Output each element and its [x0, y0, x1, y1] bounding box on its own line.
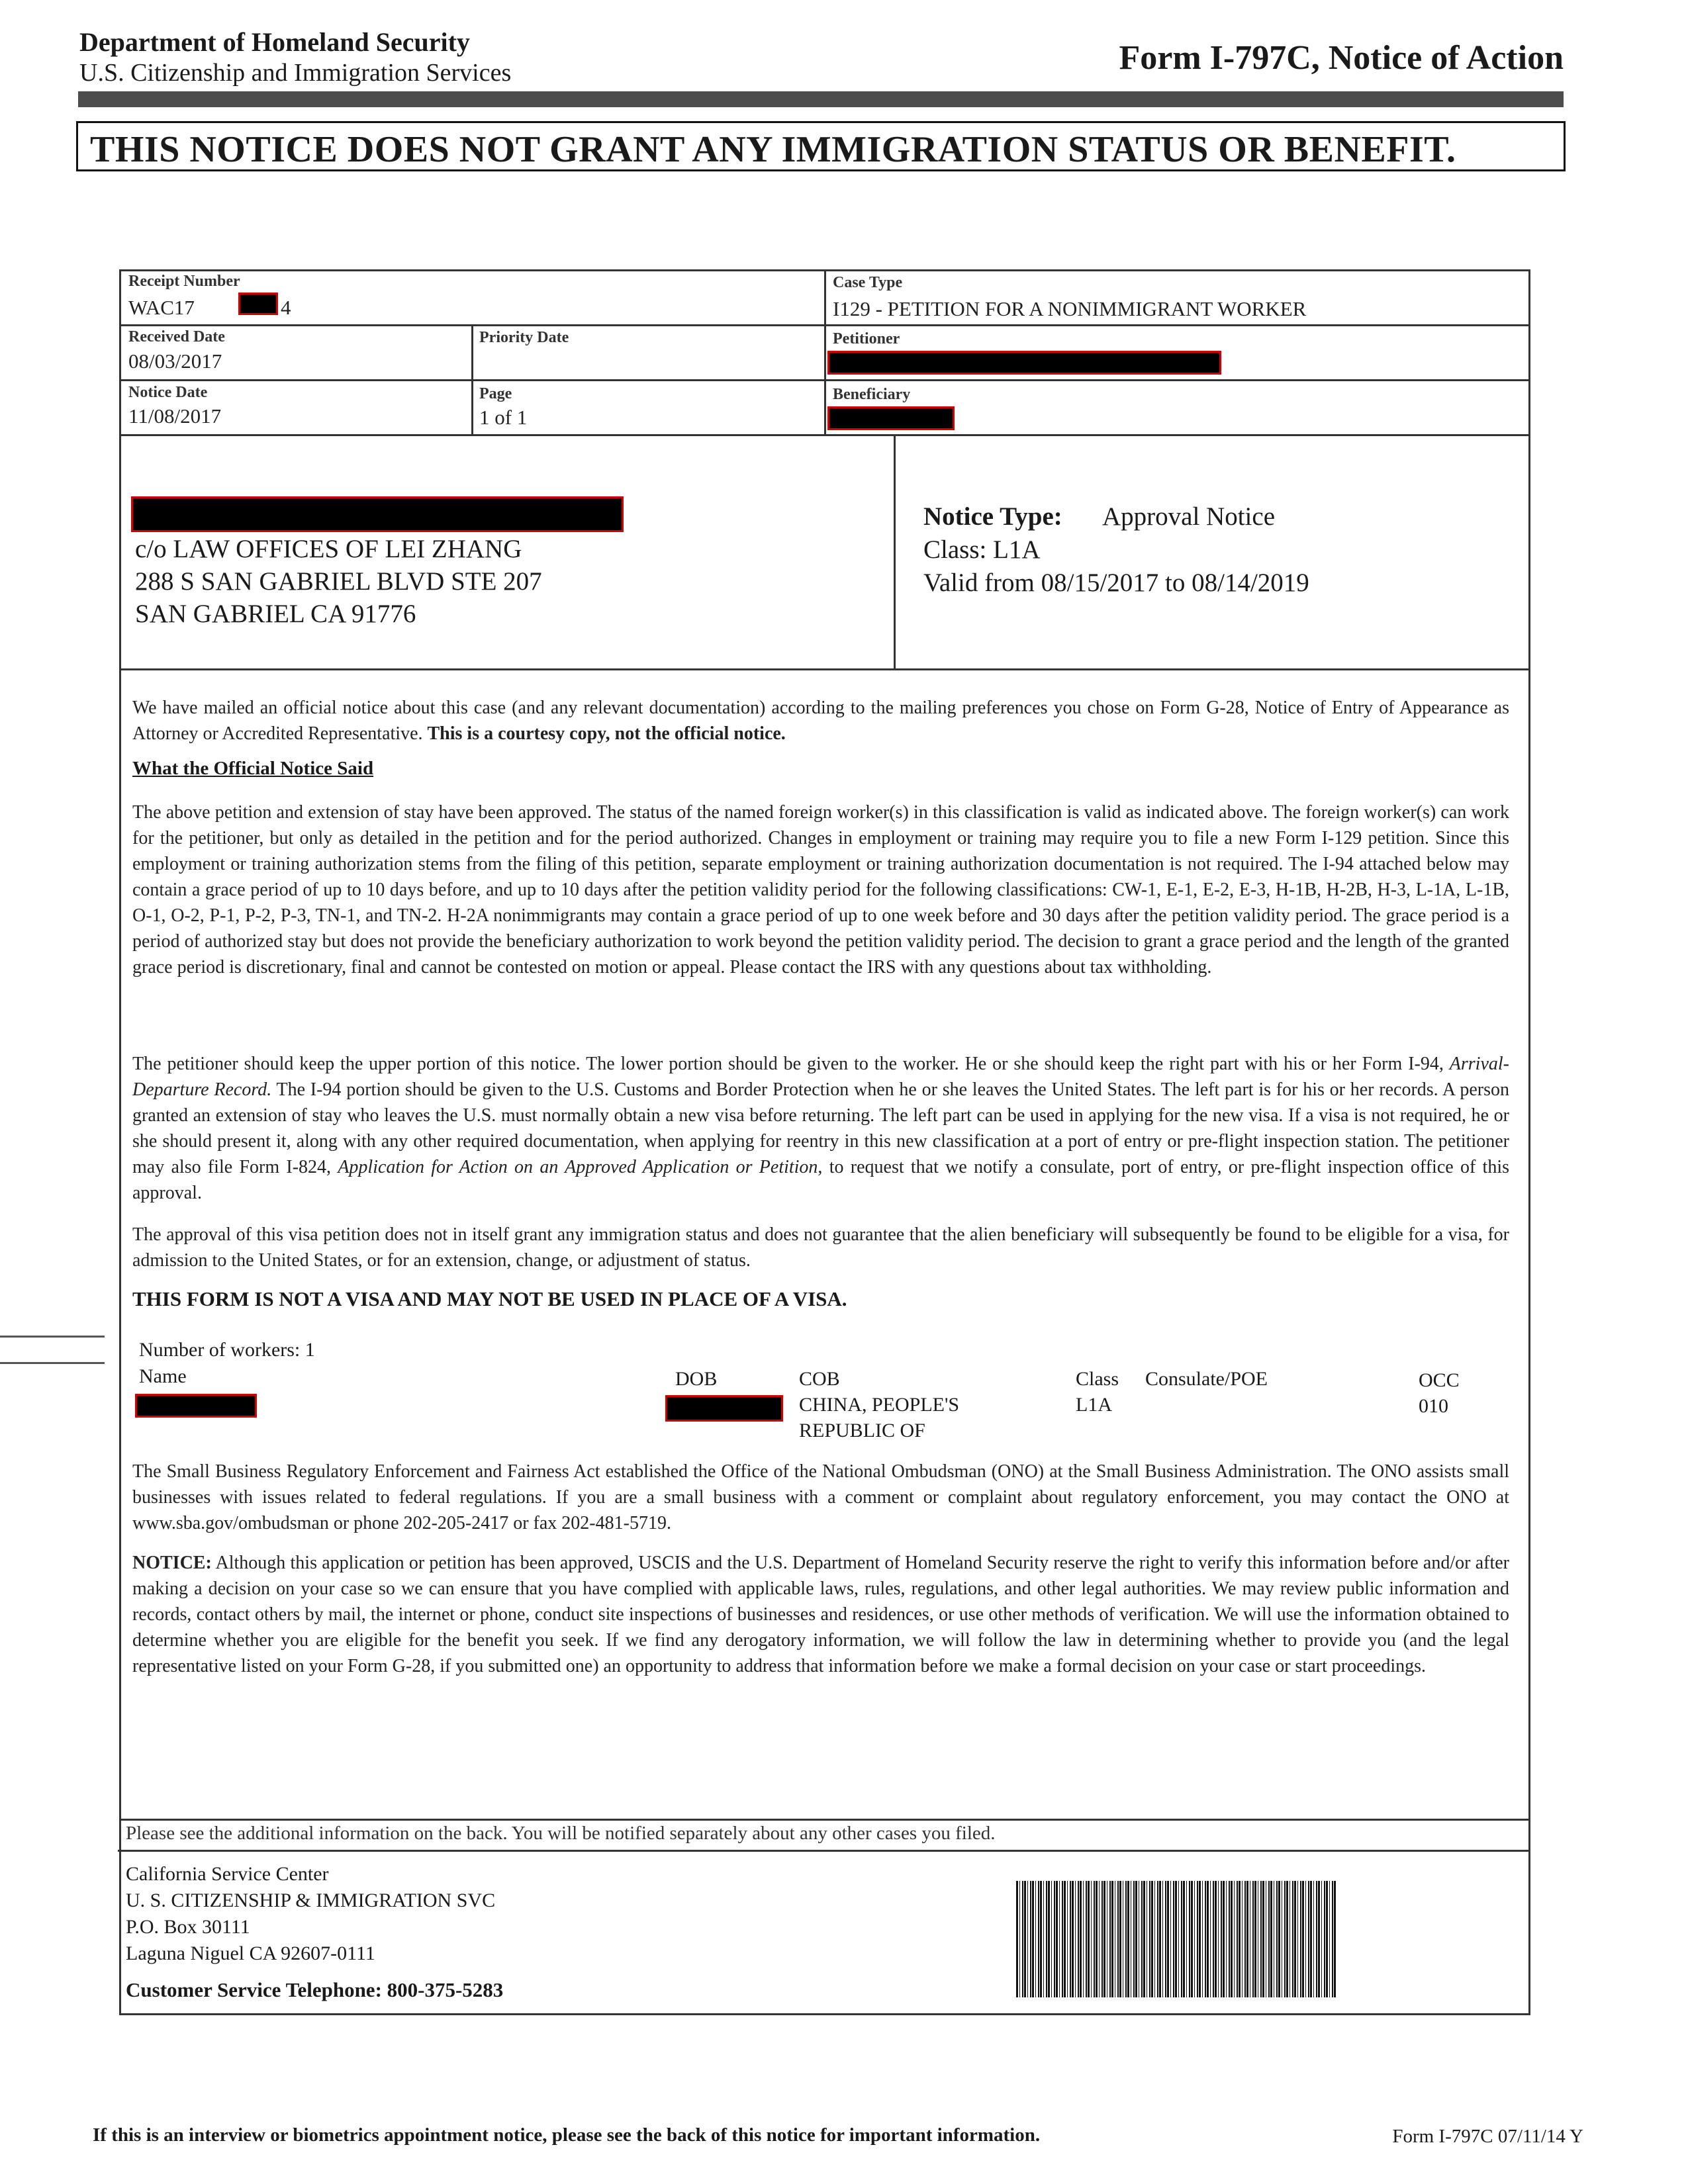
verification-notice-text: Although this application or petition has been approved, USCIS and the U.S. Department of Homeland Security reserve the right to verify this information before and/or after making a decision on your case so we can ensure that you have complied with applicable laws, rules, regulations, and other legal authorities. We may review public information and records, contact others by mail, the internet or phone, conduct site inspections of businesses and residences, or use other methods of verification. We will use the information obtained to determine whether you are eligible for the benefit you seek. If we find any derogatory information, we will follow the law in determining whether to provide you (and the legal representative listed on your Form G-28, if you submitted one) an opportunity to address that information before we make a formal decision on your case or start proceedings.: [132, 1553, 1509, 1676]
case-type-value: I129 - PETITION FOR A NONIMMIGRANT WORKER: [833, 297, 1307, 320]
received-date-label: Received Date: [128, 328, 225, 345]
worker-name-redaction: [135, 1394, 257, 1418]
received-date-value: 08/03/2017: [128, 349, 222, 373]
page-label: Page: [479, 385, 512, 402]
dob-column-header: DOB: [675, 1368, 718, 1390]
department-name: Department of Homeland Security: [79, 27, 470, 57]
i824-form-name: Application for Action on an Approved Application or Petition,: [338, 1157, 823, 1177]
intro-paragraph: [132, 695, 1509, 747]
grid-line: [824, 269, 826, 436]
verification-notice-label: NOTICE:: [132, 1553, 212, 1573]
beneficiary-redaction: [827, 406, 955, 430]
beneficiary-label: Beneficiary: [833, 386, 911, 403]
barcode: [1016, 1881, 1337, 1997]
addressee-name-redaction: [131, 496, 624, 532]
receipt-number-redaction: [238, 293, 278, 315]
intro-text: We have mailed an official notice about this case (and any relevant documentation) according to the mailing preferences you chose on Form G-28, Notice of Entry of Appearance as Attorney or Accredited Representative.: [132, 698, 1509, 744]
form-version: Form I-797C 07/11/14 Y: [1392, 2126, 1583, 2147]
margin-mark: [0, 1362, 105, 1364]
notice-type-label: Notice Type:: [923, 502, 1062, 531]
approval-paragraph: The above petition and extension of stay have been approved. The status of the named foreign worker(s) in this classification is valid as indicated above. The foreign worker(s) can work for the petitioner, but only as detailed in the petition and for the period authorized. Changes in employment or training may require you to file a new Form I-129 petition. Since this employment or training authorization stems from the filing of this petition, separate employment or training authorization documentation is not required. The I-94 attached below may contain a grace period of up to 10 days before, and up to 10 days after the petition validity period for the following classifications: CW-1, E-1, E-2, E-3, H-1B, H-2B, H-3, L-1A, L-1B, O-1, O-2, P-1, P-2, P-3, TN-1, and TN-2. H-2A nonimmigrants may contain a grace period of up to one week before and 30 days after the petition validity period. The grace period is a period of authorized stay but does not provide the beneficiary authorization to work beyond the petition validity period. The decision to grant a grace period and the length of the granted grace period is discretionary, final and cannot be contested on motion or appeal. Please contact the IRS with any questions about tax withholding.: [132, 802, 1509, 978]
notice-class: Class: L1A: [923, 535, 1041, 564]
form-title: Form I-797C, Notice of Action: [1119, 39, 1564, 77]
grid-line: [119, 668, 1530, 670]
petitioner-redaction: [827, 351, 1221, 375]
grid-line: [894, 434, 896, 668]
instructions-text-a: The petitioner should keep the upper portion of this notice. The lower portion should be given to the worker. He or she should keep the right part with his or her Form I-94,: [132, 1054, 1444, 1074]
petitioner-label: Petitioner: [833, 330, 900, 347]
i94-record-name: Arrival-Departure Record.: [132, 1054, 1509, 1100]
grid-line: [119, 1819, 1530, 1821]
notice-type-value: Approval Notice: [1102, 502, 1276, 531]
workers-count: Number of workers: 1: [139, 1339, 315, 1361]
additional-info-note: Please see the additional information on the back. You will be notified separately about any other cases you filed.: [126, 1823, 996, 1844]
instructions-text-b: The I-94 portion should be given to the U.S. Customs and Border Protection when he or she leaves the United States. The left part is for his or her records. A person granted an extension of stay who leaves the U.S. must normally obtain a new visa before returning. The left part can be used in applying for the new visa. If a visa is not required, he or she should present it, along with any other required documentation, when applying for reentry in this new classification at a port of entry or pre-flight inspection station. The petitioner may also file Form I-824,: [132, 1079, 1509, 1177]
cob-value-line-2: REPUBLIC OF: [799, 1420, 925, 1441]
worker-dob-redaction: [665, 1395, 783, 1422]
receipt-number-prefix: WAC17: [128, 296, 195, 319]
notice-date-label: Notice Date: [128, 384, 208, 401]
service-center-po-box: P.O. Box 30111: [126, 1916, 250, 1938]
grid-line: [471, 324, 473, 436]
section-heading: What the Official Notice Said: [132, 758, 374, 779]
address-line-2: 288 S SAN GABRIEL BLVD STE 207: [135, 567, 542, 596]
disclaimer-text: THIS NOTICE DOES NOT GRANT ANY IMMIGRATION STATUS OR BENEFIT.: [90, 129, 1456, 170]
instructions-text-c: to request that we notify a consulate, port of entry, or pre-flight inspection office of this approval.: [132, 1157, 1510, 1203]
address-line-1: c/o LAW OFFICES OF LEI ZHANG: [135, 535, 522, 563]
occ-value: 010: [1419, 1395, 1448, 1417]
name-column-header: Name: [139, 1365, 187, 1387]
occ-column-header: OCC: [1419, 1369, 1460, 1391]
page-value: 1 of 1: [479, 406, 528, 429]
notice-validity: Valid from 08/15/2017 to 08/14/2019: [923, 569, 1309, 597]
verification-notice-paragraph: [132, 1550, 1509, 1679]
margin-mark: [0, 1336, 105, 1338]
petitioner-instructions-paragraph: [132, 1051, 1509, 1206]
class-value: L1A: [1076, 1394, 1112, 1416]
disclaimer-banner: [76, 121, 1566, 171]
case-type-label: Case Type: [833, 274, 903, 291]
sbrefa-paragraph: The Small Business Regulatory Enforcement and Fairness Act established the Office of the National Ombudsman (ONO) at the Small Business Administration. The ONO assists small businesses with issues related to federal regulations. If you are a small business with a comment or complaint about regulatory enforcement, you may contact the ONO at www.sba.gov/ombudsman or phone 202-205-2417 or fax 202-481-5719.: [132, 1461, 1509, 1533]
consulate-column-header: Consulate/POE: [1145, 1368, 1268, 1390]
priority-date-label: Priority Date: [479, 329, 569, 346]
agency-name: U.S. Citizenship and Immigration Services: [79, 59, 512, 87]
receipt-number-label: Receipt Number: [128, 273, 240, 290]
customer-service-phone: Customer Service Telephone: 800-375-5283: [126, 1978, 504, 2001]
page-footer-note: If this is an interview or biometrics appointment notice, please see the back of this notice for important information.: [93, 2124, 1041, 2146]
cob-value-line-1: CHINA, PEOPLE'S: [799, 1394, 960, 1416]
eligibility-paragraph: The approval of this visa petition does not in itself grant any immigration status and does not guarantee that the alien beneficiary will subsequently be found to be eligible for a visa, for admission to the United States, or for an extension, change, or adjustment of status.: [132, 1224, 1509, 1271]
courtesy-copy-note: This is a courtesy copy, not the official notice.: [427, 723, 786, 744]
service-center-name: California Service Center: [126, 1863, 329, 1885]
service-center-agency: U. S. CITIZENSHIP & IMMIGRATION SVC: [126, 1889, 496, 1911]
class-column-header: Class: [1076, 1368, 1119, 1390]
header-rule: [78, 91, 1564, 107]
receipt-number-suffix: 4: [281, 296, 291, 319]
not-a-visa-warning: THIS FORM IS NOT A VISA AND MAY NOT BE USED IN PLACE OF A VISA.: [132, 1287, 847, 1310]
cob-column-header: COB: [799, 1368, 840, 1390]
service-center-city: Laguna Niguel CA 92607-0111: [126, 1942, 375, 1964]
address-line-3: SAN GABRIEL CA 91776: [135, 600, 416, 628]
notice-date-value: 11/08/2017: [128, 404, 222, 428]
